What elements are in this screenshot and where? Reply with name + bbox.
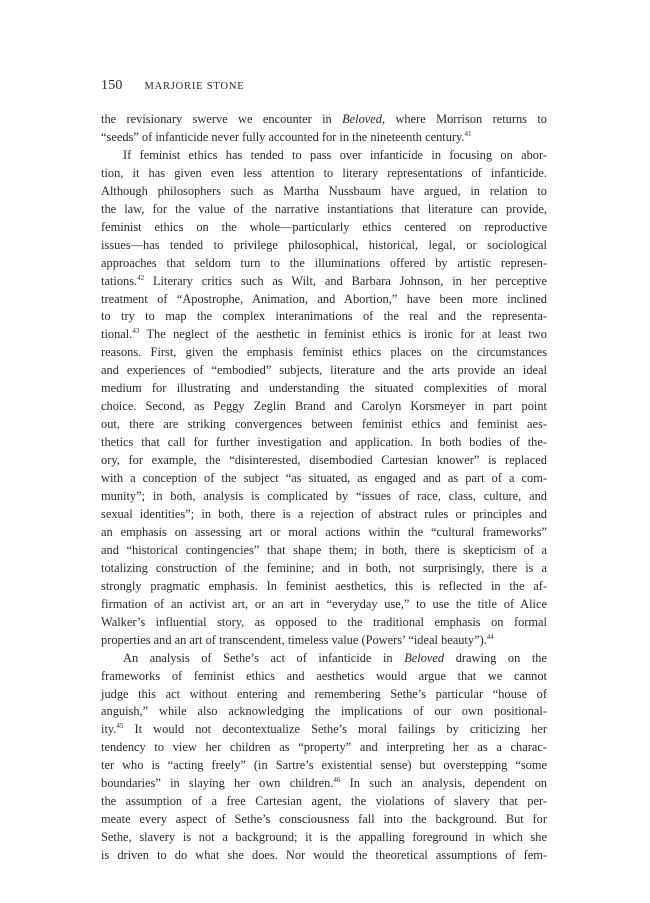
text-line: meate every aspect of Sethe’s consciousness fall into the background. But for	[101, 812, 547, 827]
text-line: ity.$^{45}$ It would not decontextualize Sethe’s moral failings by criticizing her	[101, 722, 547, 737]
text-line: ter who is “acting freely” (in Sartre’s existential sense) but overstepping “some	[101, 758, 547, 773]
text-line: issues—has tended to privilege philosophical, historical, legal, or sociological	[101, 237, 547, 252]
text-line: firmation of an activist art, or an art in “everyday use,” to use the title of Alice	[101, 596, 547, 611]
text-line: the revisionary swerve we encounter in Beloved, where Morrison returns to	[101, 112, 547, 126]
page-number: 150	[101, 78, 123, 93]
text-line: If feminist ethics has tended to pass over infanticide in focusing on abor-	[123, 147, 547, 162]
text-line: is driven to do what she does. Nor would the theoretical assumptions of fem-	[101, 848, 547, 863]
text-line: medium for illustrating and understanding the situated complexities of moral	[101, 381, 547, 396]
text-line: totalizing construction of the feminine; and in both, not surprisingly, there is a	[101, 560, 547, 575]
text-line: tion, it has given even less attention to literary representations of infanticide.	[101, 165, 547, 180]
text-line: judge this act without entering and remembering Sethe’s particular “house of	[101, 686, 547, 701]
book-page	[101, 73, 547, 865]
text-line: treatment of “Apostrophe, Animation, and Abortion,” have been more inclined	[101, 291, 547, 306]
text-line: and “historical contingencies” that shape them; in both, there is skepticism of a	[101, 542, 547, 557]
text-line: munity”; in both, analysis is complicated by “issues of race, class, culture, and	[101, 489, 547, 504]
text-line: Walker’s influential story, as opposed to the traditional emphasis on formal	[101, 614, 547, 629]
text-line: boundaries” in slaying her own children.$^{46}$ In such an analysis, dependent on	[101, 776, 547, 791]
text-line: properties and an art of transcendent, timeless value (Powers’ “ideal beauty”).$^{44}$	[101, 632, 494, 647]
text-line: and experiences of “embodied” subjects, literature and the arts provide an ideal	[101, 363, 547, 378]
text-line: frameworks of feminist ethics and aesthetics would argue that we cannot	[101, 668, 547, 683]
text-line: an emphasis on assessing art or moral actions within the “cultural frameworks”	[101, 524, 547, 539]
text-line: sexual identities”; in both, there is a rejection of abstract rules or principles and	[101, 506, 547, 521]
text-line: tional.$^{43}$ The neglect of the aesthetic in feminist ethics is ironic for at least two	[101, 327, 547, 342]
text-line: out, there are striking convergences between feminist ethics and feminist aes-	[101, 417, 547, 432]
text-line: the law, for the value of the narrative instantiations that literature can provide,	[101, 201, 547, 216]
text-line: the assumption of a free Cartesian agent, the violations of slavery that per-	[101, 794, 547, 809]
text-line: thetics that call for further investigation and application. In both bodies of the-	[101, 435, 547, 450]
text-line: anguish,” while also acknowledging the implications of our own positional-	[101, 704, 547, 719]
text-line: reasons. First, given the emphasis feminist ethics places on the circumstances	[101, 345, 547, 360]
text-line: An analysis of Sethe’s act of infanticide in Beloved drawing on the	[123, 650, 547, 665]
text-line: Although philosophers such as Martha Nussbaum have argued, in relation to	[101, 183, 547, 198]
text-line: approaches that seldom turn to the illuminations offered by artistic represen-	[101, 255, 547, 270]
running-head	[101, 73, 547, 97]
text-line: “seeds” of infanticide never fully accounted for in the nineteenth century.$^{41}$	[101, 129, 472, 144]
body-text	[101, 111, 547, 865]
text-line: Sethe, slavery is not a background; it is the appalling foreground in which she	[101, 830, 547, 845]
text-line: feminist ethics on the whole—particularly ethics centered on reproductive	[101, 219, 547, 234]
text-line: tations.$^{42}$ Literary critics such as Wilt, and Barbara Johnson, in her perceptive	[101, 273, 547, 288]
running-head-author: MARJORIE STONE	[144, 81, 245, 92]
text-line: to try to map the complex interanimations of the real and the representa-	[101, 309, 547, 324]
text-line: tendency to view her children as “property” and interpreting her as a charac-	[101, 740, 547, 755]
text-line: strongly pragmatic emphasis. In feminist aesthetics, this is reflected in the af-	[101, 578, 547, 593]
text-line: ory, for example, the “disinterested, disembodied Cartesian knower” is replaced	[101, 453, 547, 468]
text-line: choice. Second, as Peggy Zeglin Brand and Carolyn Korsmeyer in part point	[101, 399, 547, 414]
text-line: with a conception of the subject “as situated, as engaged and as part of a com-	[101, 471, 547, 486]
